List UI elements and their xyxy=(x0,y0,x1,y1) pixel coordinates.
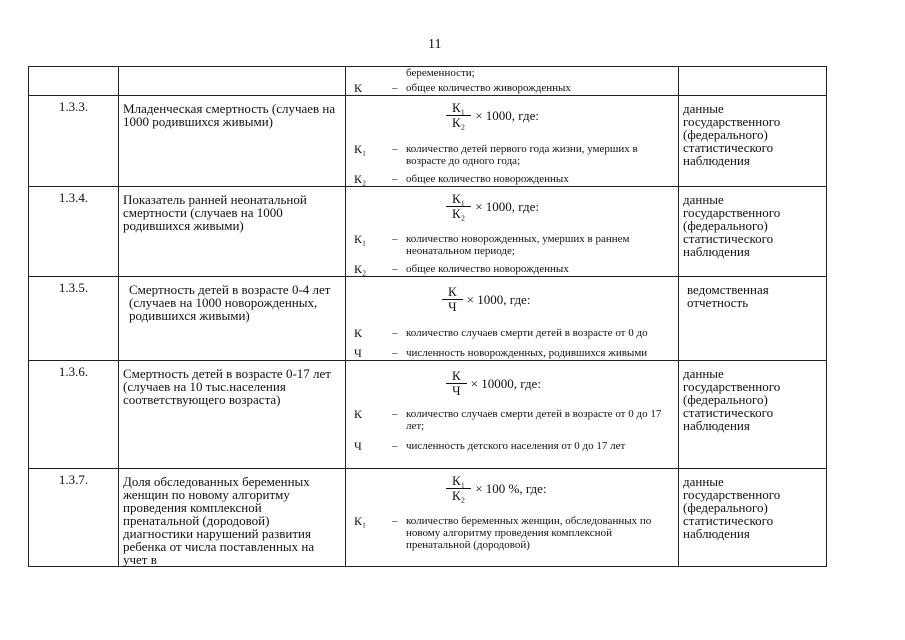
legend-item xyxy=(354,347,678,359)
formula-denominator: Ч xyxy=(452,383,461,398)
source-text: данные государственного (федерального) статистического наблюдения xyxy=(679,187,827,277)
formula-multiplier: × 100 %, где: xyxy=(475,481,547,496)
formula-cell xyxy=(346,96,679,187)
formula-numerator: К₁ xyxy=(446,474,471,489)
indicator-name: Доля обследованных беременных женщин по новому алгоритму проведения комплексной пренатальной (дородовой) диагностики нарушений развития ребенка от числа поставленных на учет в xyxy=(119,469,346,567)
legend-dash: – xyxy=(392,263,398,275)
formula-cell xyxy=(346,277,679,361)
formula-denominator: К₂ xyxy=(452,488,466,503)
legend-dash: – xyxy=(392,327,398,339)
row-number: 1.3.4. xyxy=(29,187,119,277)
formula-multiplier: × 10000, где: xyxy=(470,376,541,391)
formula-cell xyxy=(346,361,679,469)
name-cell xyxy=(119,67,346,96)
legend-item xyxy=(354,82,678,94)
legend-symbol: Ч xyxy=(354,346,362,360)
legend-item xyxy=(354,67,678,79)
formula-multiplier: × 1000, где: xyxy=(466,292,531,307)
legend-item xyxy=(354,173,678,185)
formula xyxy=(446,474,547,503)
indicator-name: Смертность детей в возрасте 0-17 лет (случаев на 10 тыс.населения соответствующего возраста) xyxy=(119,361,346,469)
legend-text: общее количество новорожденных xyxy=(406,173,569,185)
formula-multiplier: × 1000, где: xyxy=(475,199,539,214)
legend-text: численность новорожденных, родившихся живыми xyxy=(406,347,648,359)
legend-item xyxy=(354,327,678,339)
source-cell xyxy=(679,67,827,96)
table-row xyxy=(29,96,827,187)
formula-numerator: К₁ xyxy=(446,192,471,207)
formula xyxy=(446,101,539,130)
legend-text: количество новорожденных, умерших в раннем неонатальном периоде; xyxy=(406,233,630,257)
formula xyxy=(442,285,530,314)
row-number: 1.3.6. xyxy=(29,361,119,469)
table-row xyxy=(29,361,827,469)
row-number: 1.3.7. xyxy=(29,469,119,567)
legend-text: беременности; xyxy=(406,67,475,79)
table-row xyxy=(29,187,827,277)
legend-symbol: К xyxy=(354,407,363,421)
legend-dash: – xyxy=(392,173,398,185)
legend-symbol: К₂ xyxy=(354,262,367,276)
legend-dash: – xyxy=(392,233,398,245)
formula-denominator: К₂ xyxy=(452,115,466,130)
legend-dash: – xyxy=(392,515,398,527)
legend-symbol: Ч xyxy=(354,439,362,453)
table-row-continuation xyxy=(29,67,827,96)
formula xyxy=(446,192,539,221)
legend-dash: – xyxy=(392,143,398,155)
legend-text: количество беременных женщин, обследованных по новому алгоритму проведения комплексной пренатальной (дородовой) xyxy=(406,515,652,551)
formula-numerator: К₁ xyxy=(446,101,471,116)
formula-cell xyxy=(346,67,679,96)
legend-dash: – xyxy=(392,408,398,420)
formula xyxy=(446,369,541,398)
legend-item xyxy=(354,408,678,432)
legend-symbol: К₁ xyxy=(354,142,367,156)
indicators-table xyxy=(28,66,827,567)
legend-symbol: К₁ xyxy=(354,514,367,528)
formula-cell xyxy=(346,187,679,277)
formula-denominator: Ч xyxy=(448,299,457,314)
table-row xyxy=(29,469,827,567)
formula-numerator: К xyxy=(442,285,463,300)
formula-denominator: К₂ xyxy=(452,206,466,221)
source-text: ведомственная отчетность xyxy=(679,277,827,361)
row-number: 1.3.3. xyxy=(29,96,119,187)
legend-text: количество детей первого года жизни, умерших в возрасте до одного года; xyxy=(406,143,638,167)
legend-text: общее количество новорожденных xyxy=(406,263,569,275)
legend-dash: – xyxy=(392,82,398,94)
source-text: данные государственного (федерального) статистического наблюдения xyxy=(679,96,827,187)
legend-item xyxy=(354,440,678,452)
num-cell xyxy=(29,67,119,96)
legend-text: численность детского населения от 0 до 17 лет xyxy=(406,440,626,452)
legend-text: общее количество живорожденных xyxy=(406,82,571,94)
formula-cell xyxy=(346,469,679,567)
formula-multiplier: × 1000, где: xyxy=(475,108,539,123)
legend-item xyxy=(354,233,678,257)
legend-symbol xyxy=(354,67,406,79)
legend-dash: – xyxy=(392,347,398,359)
legend-symbol: К xyxy=(354,326,363,340)
legend-symbol: К xyxy=(354,81,363,95)
legend-item xyxy=(354,263,678,275)
legend-item xyxy=(354,143,678,167)
legend-item xyxy=(354,515,678,551)
legend-symbol: К₂ xyxy=(354,172,367,186)
source-text: данные государственного (федерального) статистического наблюдения xyxy=(679,469,827,567)
indicator-name: Младенческая смертность (случаев на 1000 родившихся живыми) xyxy=(119,96,346,187)
formula-numerator: К xyxy=(446,369,467,384)
source-text: данные государственного (федерального) статистического наблюдения xyxy=(679,361,827,469)
indicator-name: Смертность детей в возрасте 0-4 лет (случаев на 1000 новорожденных, родившихся живыми) xyxy=(119,277,346,361)
legend-symbol: К₁ xyxy=(354,232,367,246)
legend-text: количество случаев смерти детей в возрасте от 0 до 17 лет; xyxy=(406,408,662,432)
indicator-name: Показатель ранней неонатальной смертности (случаев на 1000 родившихся живыми) xyxy=(119,187,346,277)
table-row xyxy=(29,277,827,361)
page-number: 11 xyxy=(428,37,442,52)
legend-dash: – xyxy=(392,440,398,452)
row-number: 1.3.5. xyxy=(29,277,119,361)
legend-text: количество случаев смерти детей в возрасте от 0 до xyxy=(406,327,648,339)
